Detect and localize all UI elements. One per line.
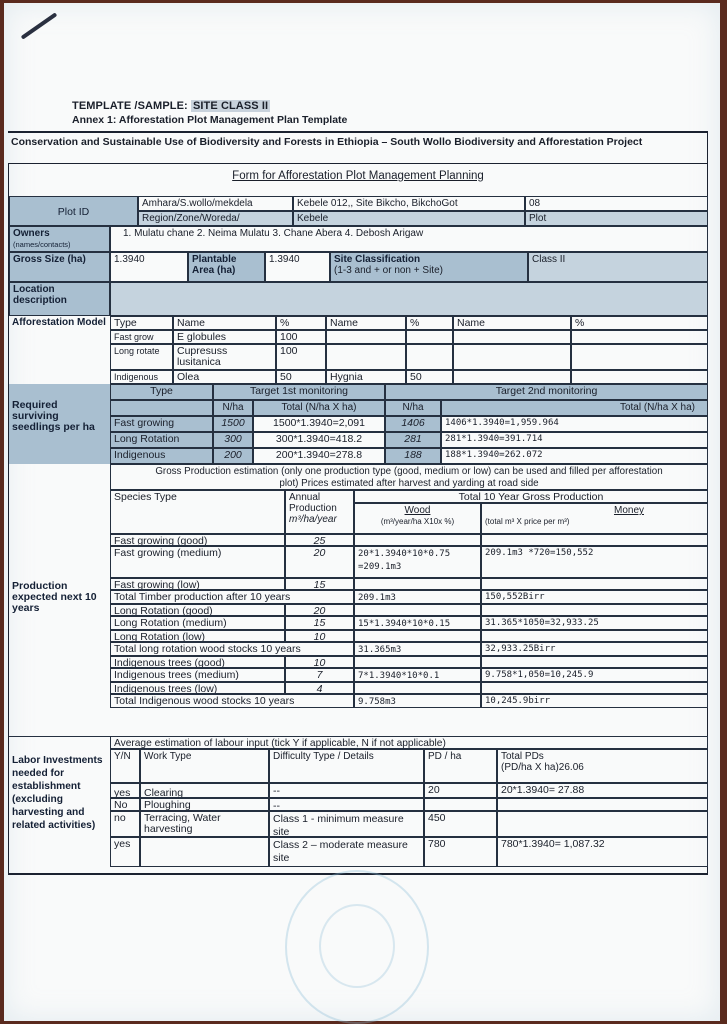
production-annual[interactable]: 15 [285,578,354,590]
model-cell-type: Indigenous [110,370,173,384]
plot-number-caption: Plot [525,211,708,226]
production-wood[interactable]: 209.1m3 [354,590,481,604]
kebele-caption: Kebele [293,211,525,226]
labor-pd-per-ha[interactable]: 450 [424,811,497,837]
model-header-name-3: Name [453,316,571,330]
annex-title: Annex 1: Afforestation Plot Management Plan Template [72,114,348,126]
target2-nha-value[interactable]: 281 [385,432,441,448]
labor-difficulty: -- [269,783,424,798]
production-annual[interactable]: 25 [285,534,354,546]
production-species: Indigenous trees (low) [110,682,285,694]
template-title [72,100,270,112]
gross-size-label: Gross Size (ha) [9,252,110,282]
site-classification-label [330,252,528,282]
production-wood[interactable]: 7*1.3940*10*0.1 [354,668,481,682]
production-note-line1: Gross Production estimation (only one production type (good, medium or low) can be used and filled per afforestation [155,466,663,477]
production-money[interactable] [481,682,708,694]
species-type-header: Species Type [110,490,285,534]
production-wood[interactable]: 20*1.3940*10*0.75 =209.1m3 [354,546,481,578]
production-note [110,464,708,490]
model-header-name-2: Name [326,316,406,330]
model-header-name-1: Name [173,316,276,330]
labor-yn[interactable]: no [110,811,140,837]
site-classification-title: Site Classification [334,254,421,265]
model-cell-name1[interactable]: Cupresuss lusitanica [173,344,276,370]
production-annual[interactable]: 20 [285,604,354,616]
production-annual[interactable]: 20 [285,546,354,578]
model-cell-name2[interactable] [326,344,406,370]
labor-work-type: Clearing [140,783,269,798]
target2-header: Target 2nd monitoring [385,384,708,400]
model-cell-name2[interactable] [326,330,406,344]
labor-total-pds[interactable] [497,811,708,837]
model-cell-pct3[interactable] [571,330,708,344]
target1-total-value[interactable]: 200*1.3940=278.8 [253,448,385,464]
wood-header [354,503,481,534]
model-cell-pct2[interactable]: 50 [406,370,453,384]
labor-yn[interactable]: yes [110,837,140,867]
production-species: Fast growing (good) [110,534,285,546]
target1-total-value[interactable]: 300*1.3940=418.2 [253,432,385,448]
production-species: Long Rotation (good) [110,604,285,616]
target2-nha-value[interactable]: 1406 [385,416,441,432]
model-cell-pct3[interactable] [571,370,708,384]
model-cell-name1[interactable]: Olea [173,370,276,384]
production-wood[interactable] [354,656,481,668]
kebele-value[interactable]: Kebele 012,, Site Bikcho, BikchoGot [293,196,525,211]
production-wood[interactable] [354,534,481,546]
model-cell-pct1[interactable]: 100 [276,344,326,370]
site-class-heading: SITE CLASS II [192,100,269,112]
labor-yn[interactable]: No [110,798,140,811]
labor-difficulty: Class 2 – moderate measure site [269,837,424,867]
model-header-type: Type [110,316,173,330]
model-cell-name3[interactable] [453,330,571,344]
target2-total-value[interactable]: 281*1.3940=391.714 [441,432,708,448]
seedling-type: Fast growing [110,416,213,432]
target1-header: Target 1st monitoring [213,384,385,400]
labor-total-pds[interactable] [497,798,708,811]
model-cell-type: Long rotate [110,344,173,370]
model-cell-pct1[interactable]: 100 [276,330,326,344]
region-value[interactable]: Amhara/S.wollo/mekdela [138,196,293,211]
production-wood[interactable]: 15*1.3940*10*0.15 [354,616,481,630]
model-cell-name1[interactable]: E globules [173,330,276,344]
faded-stamp [285,870,429,1024]
production-annual[interactable]: 4 [285,682,354,694]
seedlings-label: Required surviving seedlings per ha [9,384,110,464]
model-cell-pct1[interactable]: 50 [276,370,326,384]
production-money[interactable]: 10,245.9birr [481,694,708,708]
money-header [481,503,708,534]
money-unit: (total m³ X price per m³) [485,517,570,526]
production-money[interactable]: 150,552Birr [481,590,708,604]
labor-total-sub: (PD/ha X ha)26.06 [501,762,584,773]
production-annual[interactable]: 10 [285,656,354,668]
labor-divider [9,736,110,737]
labor-total-header [497,749,708,783]
production-total-label: Total Timber production after 10 years [110,590,354,604]
money-title: Money [613,505,644,516]
labor-pd-per-ha[interactable]: 780 [424,837,497,867]
target1-nha-value[interactable]: 200 [213,448,253,464]
model-cell-pct2[interactable] [406,330,453,344]
production-wood[interactable]: 31.365m3 [354,642,481,656]
production-wood[interactable] [354,630,481,642]
labor-pd-per-ha[interactable] [424,798,497,811]
production-money[interactable] [481,630,708,642]
production-money[interactable]: 209.1m3 *720=150,552 [481,546,708,578]
model-header-pct-2: % [406,316,453,330]
gross-size-value[interactable]: 1.3940 [110,252,188,282]
labor-work-type [140,837,269,867]
target1-total-value[interactable]: 1500*1.3940=2,091 [253,416,385,432]
model-cell-pct3[interactable] [571,344,708,370]
plantable-area-value[interactable]: 1.3940 [265,252,330,282]
production-species: Long Rotation (low) [110,630,285,642]
production-annual[interactable]: 10 [285,630,354,642]
labor-work-header: Work Type [140,749,269,783]
production-wood[interactable] [354,604,481,616]
plantable-area-label: Plantable Area (ha) [188,252,265,282]
model-cell-pct2[interactable] [406,344,453,370]
production-annual[interactable]: 7 [285,668,354,682]
production-money[interactable]: 31.365*1050=32,933.25 [481,616,708,630]
target1-nha-header: N/ha [213,400,253,416]
production-wood[interactable]: 9.758m3 [354,694,481,708]
target1-nha-value[interactable]: 1500 [213,416,253,432]
production-wood[interactable] [354,578,481,590]
seedlings-type-header: Type [110,384,213,400]
labor-total-title: Total PDs [501,751,544,762]
production-label: Production expected next 10 years [12,580,97,614]
model-cell-name3[interactable] [453,370,571,384]
labor-difficulty-header: Difficulty Type / Details [269,749,424,783]
location-value[interactable] [110,282,708,316]
labor-difficulty: Class 1 - minimum measure site [269,811,424,837]
labor-work-type: Ploughing [140,798,269,811]
production-annual[interactable]: 15 [285,616,354,630]
production-money[interactable] [481,656,708,668]
labor-pd-header: PD / ha [424,749,497,783]
annual-production-unit: m³/ha/year [289,514,337,525]
target2-nha-header: N/ha [385,400,441,416]
production-money[interactable] [481,604,708,616]
production-wood[interactable] [354,682,481,694]
target2-total-value[interactable]: 1406*1.3940=1,959.964 [441,416,708,432]
labor-total-pds[interactable]: 780*1.3940= 1,087.32 [497,837,708,867]
owners-sublabel: (names/contacts) [13,240,71,249]
target2-total-value[interactable]: 188*1.3940=262.072 [441,448,708,464]
production-species: Indigenous trees (good) [110,656,285,668]
production-note-line2: plot) Prices estimated after harvest and yarding at road side [279,478,539,489]
wood-title: Wood [404,505,431,516]
site-classification-hint: (1-3 and + or non + Site) [334,265,443,276]
form-title: Form for Afforestation Plot Management Planning [232,170,484,182]
model-cell-type: Fast grow [110,330,173,344]
production-total-label: Total Indigenous wood stocks 10 years [110,694,354,708]
production-species: Long Rotation (medium) [110,616,285,630]
production-money[interactable]: 9.758*1,050=10,245.9 [481,668,708,682]
labor-yn-header: Y/N [110,749,140,783]
model-header-pct-3: % [571,316,708,330]
total-10yr-header: Total 10 Year Gross Production [354,490,708,503]
project-title: Conservation and Sustainable Use of Biodiversity and Forests in Ethiopia – South Wollo Biodiversity and Afforestation Project [8,131,708,164]
region-caption: Region/Zone/Woreda/ [138,211,293,226]
plot-id-label: Plot ID [9,196,138,226]
owners-label [9,226,110,252]
wood-unit: (m³/year/ha X10x %) [380,517,455,526]
plot-number-value[interactable]: 08 [525,196,708,211]
labor-pd-per-ha[interactable]: 20 [424,783,497,798]
production-species: Fast growing (medium) [110,546,285,578]
model-header-pct-1: % [276,316,326,330]
model-cell-name3[interactable] [453,344,571,370]
seedling-type: Indigenous [110,448,213,464]
seedling-type: Long Rotation [110,432,213,448]
annual-production-title: Annual Production [289,492,337,514]
target1-total-header: Total (N/ha X ha) [253,400,385,416]
seedlings-type-blank [110,400,213,416]
annual-production-header [285,490,354,534]
site-classification-value[interactable]: Class II [528,252,708,282]
labor-total-pds[interactable]: 20*1.3940= 27.88 [497,783,708,798]
labor-note: Average estimation of labour input (tick Y if applicable, N if not applicable) [110,736,708,749]
target2-nha-value[interactable]: 188 [385,448,441,464]
target2-total-header: Total (N/ha X ha) [441,400,708,416]
production-money[interactable] [481,578,708,590]
production-total-label: Total long rotation wood stocks 10 years [110,642,354,656]
production-money[interactable]: 32,933.25Birr [481,642,708,656]
target1-nha-value[interactable]: 300 [213,432,253,448]
labor-work-type: Terracing, Water harvesting [140,811,269,837]
production-species: Fast growing (low) [110,578,285,590]
labor-label: Labor Investments needed for establishment (excluding harvesting and related activities) [12,755,103,831]
owners-label-text: Owners [13,228,50,239]
labor-yn[interactable]: yes [110,783,140,798]
labor-difficulty: -- [269,798,424,811]
afforestation-model-label: Afforestation Model [12,317,106,328]
model-cell-name2[interactable]: Hygnia [326,370,406,384]
owners-value[interactable]: 1. Mulatu chane 2. Neima Mulatu 3. Chane Abera 4. Debosh Arigaw [110,226,708,252]
production-species: Indigenous trees (medium) [110,668,285,682]
production-money[interactable] [481,534,708,546]
location-label: Location description [9,282,110,316]
template-prefix: TEMPLATE /SAMPLE: [72,100,188,112]
